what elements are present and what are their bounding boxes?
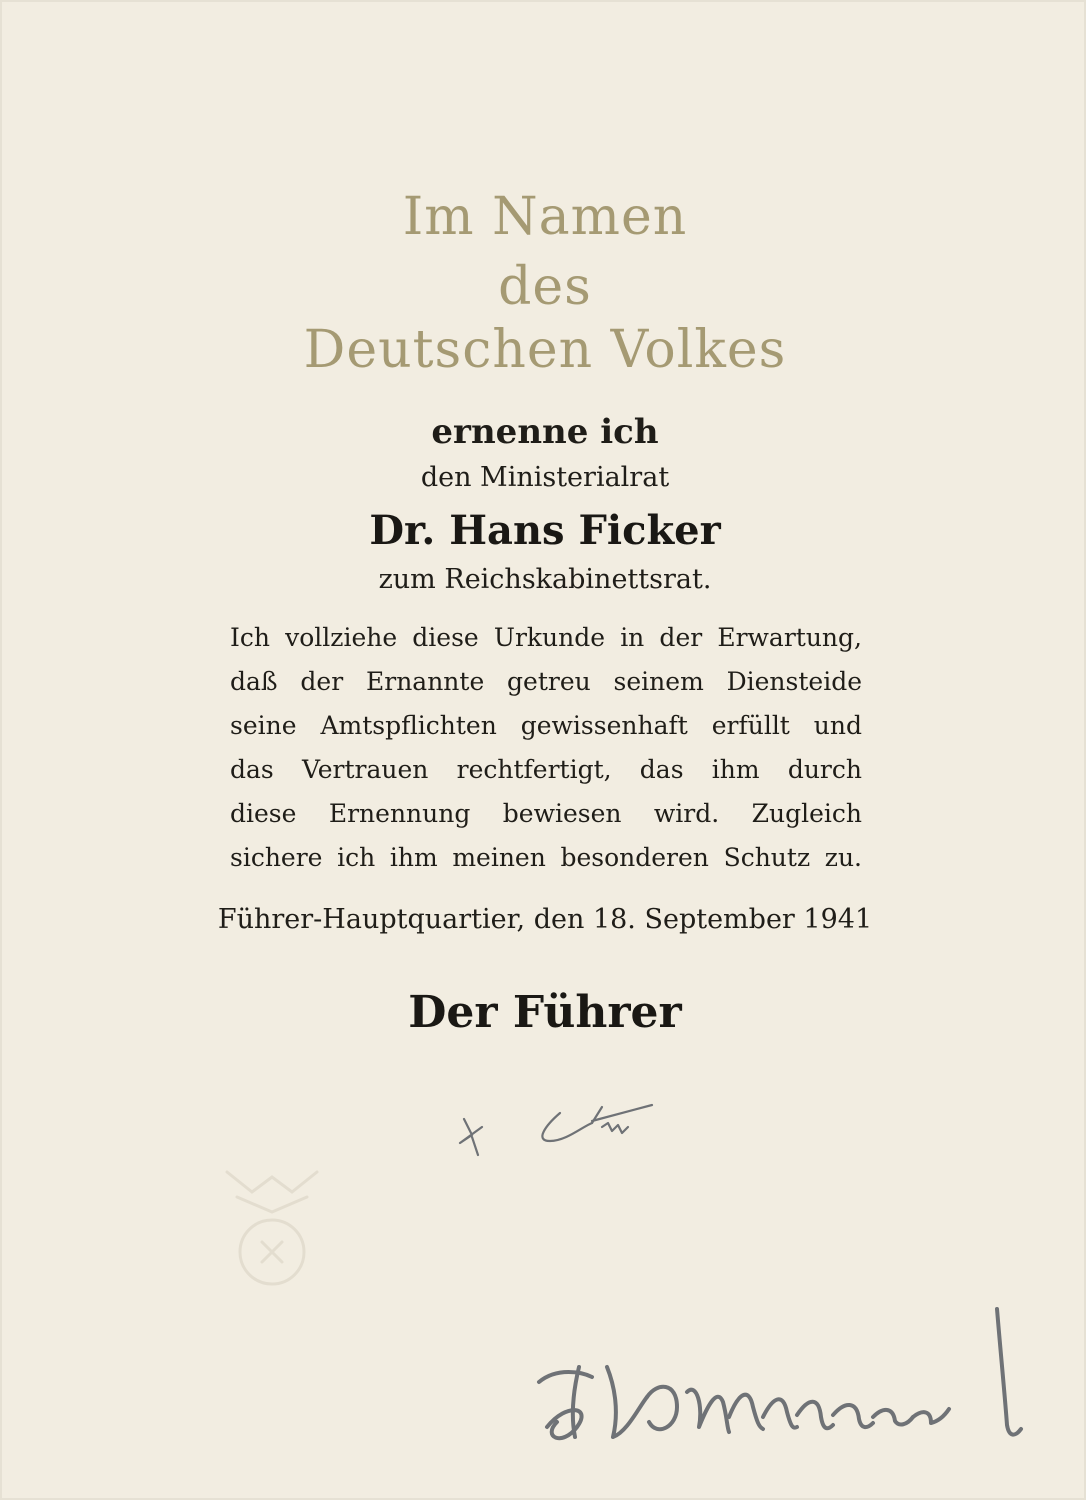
preamble-line-1: Im Namen [402,187,688,247]
body-line: sichere ich ihm meinen besonderen Schutz zu. [230,843,862,872]
body-line: diese Ernennung bewiesen wird. Zugleich [230,799,862,828]
place-date-line: Führer-Hauptquartier, den 18. September 1941 [217,904,873,935]
certificate-body [230,616,862,880]
rank-line: den Ministerialrat [420,462,670,493]
handwritten-signature [527,1297,1047,1487]
preamble-line-3: Deutschen Volkes [303,320,787,380]
embossed-seal-mark [207,1142,337,1302]
body-line: Ich vollziehe diese Urkunde in der Erwartung, [230,623,862,652]
preamble-line-2: des [498,257,592,317]
body-line: seine Amtspflichten gewissenhaft erfüllt und [230,711,862,740]
signatory-title: Der Führer [408,987,682,1038]
title-line: zum Reichskabinettsrat. [378,564,712,595]
appointee-name: Dr. Hans Ficker [369,507,721,554]
countersignature-mark [442,1097,672,1167]
body-line: daß der Ernannte getreu seinem Diensteide [230,667,862,696]
body-line: das Vertrauen rechtfertigt, das ihm durch [230,755,862,784]
appoint-line: ernenne ich [431,412,659,452]
